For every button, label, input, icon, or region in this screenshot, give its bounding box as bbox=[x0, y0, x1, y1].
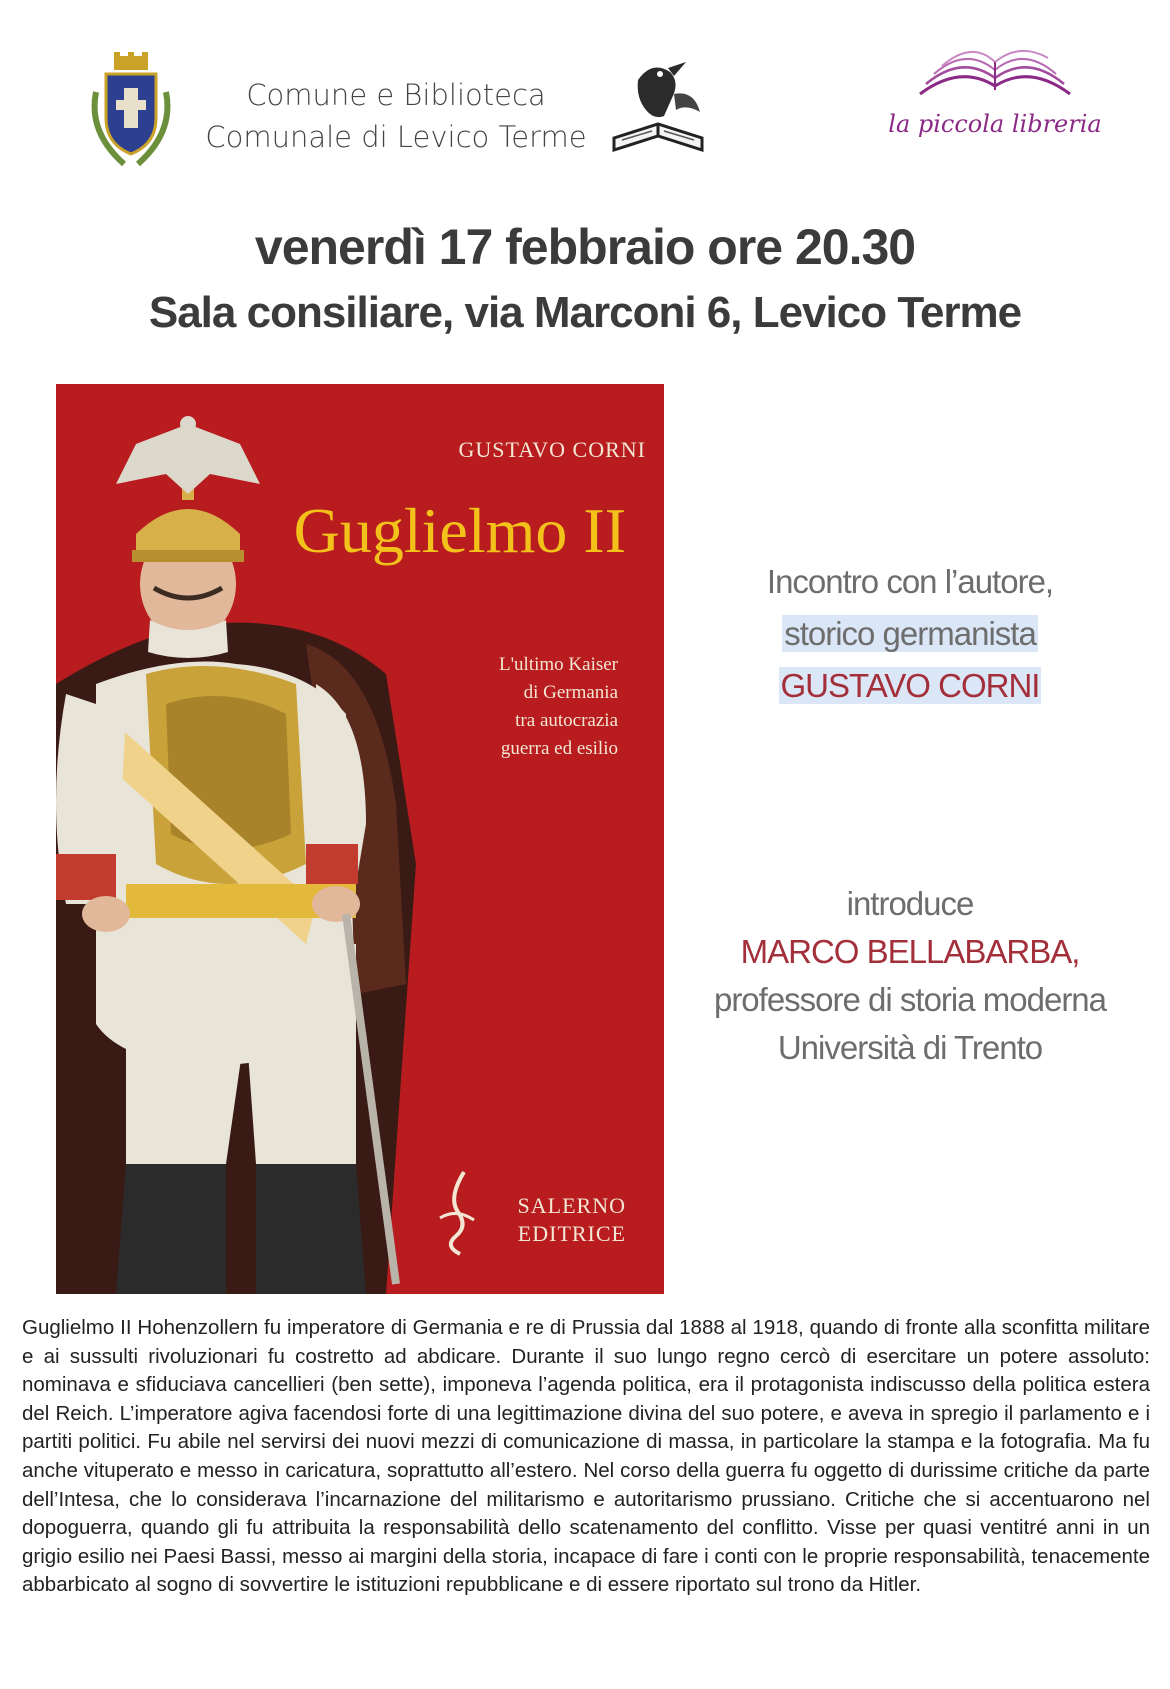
organizer-name-line2: Comunale di Levico Terme bbox=[205, 120, 587, 154]
meeting-line1: Incontro con l’autore, bbox=[766, 563, 1054, 600]
book-logo-icon bbox=[880, 44, 1110, 114]
organizer-name bbox=[196, 74, 596, 158]
library-emblem-icon bbox=[608, 54, 708, 164]
cover-title: Guglielmo II bbox=[293, 495, 626, 566]
book-description: Guglielmo II Hohenzollern fu imperatore di Germania e re di Prussia dal 1888 al 1918, quando di fronte alla sconfitta militare e ai sussulti rivoluzionari fu costretto ad abdicare. Durante il suo lungo regno cercò di esercitare un potere assoluto: nominava e sfiduciava cancellieri (ben sette), imponeva l’agenda politica, era il protagonista indiscusso della politica estera del Reich. L’imperatore agiva facendosi forte di una legittimazione divina del suo potere, e aveva in spregio il parlamento e i partiti politici. Fu abile nel servirsi dei nuovi mezzi di comunicazione di massa, in particolare la stampa e la fotografia. Ma fu anche vituperato e messo in caricatura, soprattutto all’estero. Nel corso della guerra fu oggetto di durissime critiche da parte dell’Intesa, che lo considerava l’incarnazione del militarismo e autoritarismo prussiano. Critiche che si accentuarono nel dopoguerra, quando gli fu attribuita la responsabilità dello scatenamento del conflitto. Visse per quasi ventitré anni in un grigio esilio nei Paesi Bassi, messo ai margini della storia, incapace di fare i conti con le proprie responsabilità, tenacemente abbarbicato al sogno di sovvertire le istituzioni repubblicane e di essere riportato sul trono da Hitler. bbox=[22, 1316, 1150, 1597]
event-date-time: venerdì 17 febbraio ore 20.30 bbox=[254, 219, 916, 275]
organizer-name-line1: Comune e Biblioteca bbox=[246, 78, 546, 112]
cover-subtitle-line: tra autocrazia bbox=[515, 710, 618, 731]
presenter-name: MARCO BELLABARBA, bbox=[740, 933, 1080, 970]
meeting-author-name: GUSTAVO CORNI bbox=[780, 667, 1040, 704]
publisher-logo-icon bbox=[434, 1168, 484, 1258]
cover-subtitle-line: guerra ed esilio bbox=[500, 738, 618, 759]
introduction-block bbox=[680, 880, 1140, 1072]
coat-of-arms-icon bbox=[84, 52, 178, 172]
cover-subtitle-line: L'ultimo Kaiser bbox=[499, 654, 618, 675]
cover-publisher bbox=[486, 1192, 664, 1248]
bookshop-logo bbox=[880, 44, 1110, 154]
introduction-label: introduce bbox=[846, 885, 974, 922]
cover-publisher-line2: EDITRICE bbox=[517, 1221, 626, 1246]
cover-author: GUSTAVO CORNI bbox=[458, 437, 646, 462]
presenter-role: professore di storia moderna bbox=[713, 981, 1107, 1018]
presenter-affiliation: Università di Trento bbox=[777, 1029, 1043, 1066]
bookshop-name: la piccola libreria bbox=[888, 110, 1102, 138]
cover-publisher-line1: SALERNO bbox=[517, 1193, 626, 1218]
cover-subtitle bbox=[416, 651, 664, 763]
meeting-line2: storico germanista bbox=[784, 615, 1036, 652]
event-venue: Sala consiliare, via Marconi 6, Levico Terme bbox=[148, 288, 1022, 337]
author-meeting-block bbox=[680, 556, 1140, 712]
cover-subtitle-line: di Germania bbox=[523, 682, 618, 703]
book-cover bbox=[56, 384, 664, 1294]
